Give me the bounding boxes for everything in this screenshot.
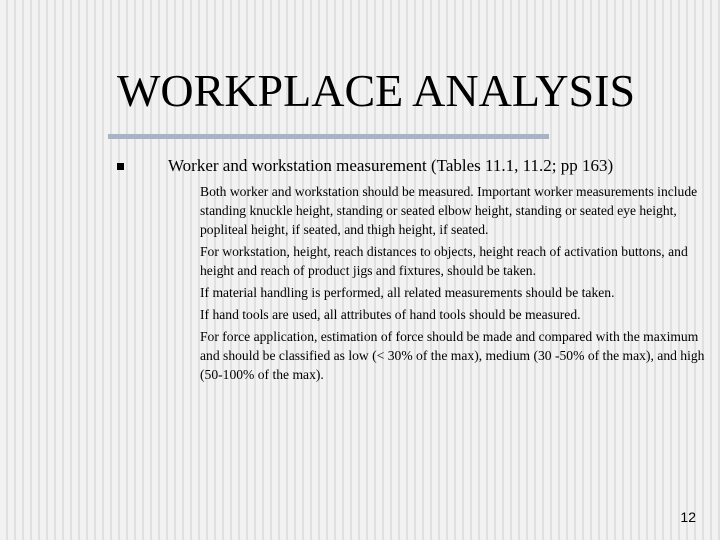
slide-title: WORKPLACE ANALYSIS — [117, 65, 636, 116]
main-bullet-text: Worker and workstation measurement (Tables 11.1, 11.2; pp 163) — [168, 156, 614, 175]
sub-point-list — [200, 182, 718, 387]
sub-point-hand-tools: If hand tools are used, all attributes of hand tools should be measured. — [200, 307, 581, 322]
square-bullet-icon — [117, 163, 124, 170]
sub-point-worker-measurements: Both worker and workstation should be measured. Important worker measurements include standing knuckle height, standing or seated elbow height, standing or seated eye height, popliteal height, if seated, and thigh height, if seated. — [200, 184, 698, 237]
title-underline — [108, 134, 549, 139]
page-number: 12 — [680, 509, 696, 525]
sub-point-material-handling: If material handling is performed, all related measurements should be taken. — [200, 285, 615, 300]
sub-point-force-application: For force application, estimation of force should be made and compared with the maximum and should be classified as low (< 30% of the max), medium (30 -50% of the max), and high (50-100% of the max). — [200, 329, 705, 382]
sub-point-workstation-measurements: For workstation, height, reach distances to objects, height reach of activation buttons, and height and reach of product jigs and fixtures, should be taken. — [200, 244, 688, 278]
